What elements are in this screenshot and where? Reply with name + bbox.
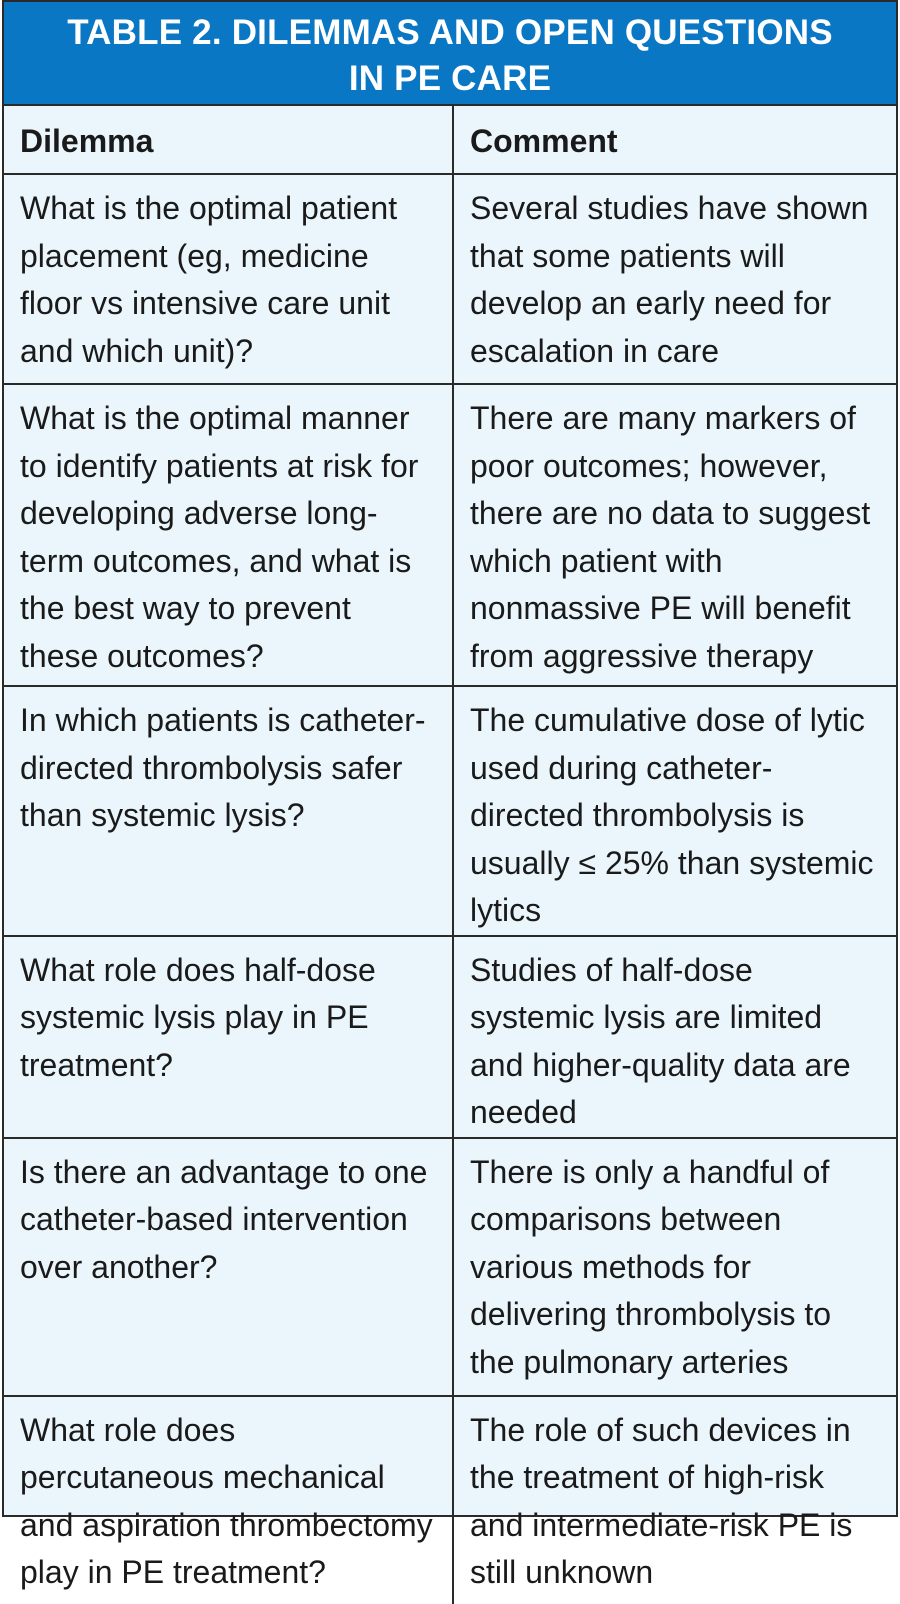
comment-cell: The role of such devices in the treatment of high-risk and intermediate-risk PE is still unknown <box>453 1396 896 1604</box>
comment-cell: Several studies have shown that some patients will develop an early need for escalation in care <box>453 174 896 384</box>
header-dilemma: Dilemma <box>4 106 453 174</box>
comment-cell: The cumulative dose of lytic used during catheter-directed thrombolysis is usually ≤ 25% than systemic lytics <box>453 686 896 936</box>
dilemma-cell: What is the optimal manner to identify patients at risk for developing adverse long-term outcomes, and what is the best way to prevent these outcomes? <box>4 384 453 686</box>
table-row <box>4 174 896 384</box>
dilemma-cell: What is the optimal patient placement (eg, medicine floor vs intensive care unit and which unit)? <box>4 174 453 384</box>
table-row <box>4 1138 896 1396</box>
table-title-line-2: IN PE CARE <box>348 59 552 98</box>
dilemma-cell: What role does percutaneous mechanical and aspiration thrombectomy play in PE treatment? <box>4 1396 453 1604</box>
dilemma-cell: In which patients is catheter-directed thrombolysis safer than systemic lysis? <box>4 686 453 936</box>
comment-cell: Studies of half-dose systemic lysis are limited and higher-quality data are needed <box>453 936 896 1138</box>
table-row <box>4 1396 896 1604</box>
table-title-bar <box>4 2 896 106</box>
comment-cell: There is only a handful of comparisons between various methods for delivering thrombolysis to the pulmonary arteries <box>453 1138 896 1396</box>
dilemma-comment-table <box>4 106 896 1604</box>
dilemma-cell: What role does half-dose systemic lysis play in PE treatment? <box>4 936 453 1138</box>
header-comment: Comment <box>453 106 896 174</box>
table-header-row <box>4 106 896 174</box>
dilemma-cell: Is there an advantage to one catheter-based intervention over another? <box>4 1138 453 1396</box>
table-title-line-1: TABLE 2. DILEMMAS AND OPEN QUESTIONS <box>67 13 833 52</box>
table-row <box>4 936 896 1138</box>
pe-dilemmas-table <box>2 0 898 1590</box>
table-row <box>4 686 896 936</box>
table-row <box>4 384 896 686</box>
comment-cell: There are many markers of poor outcomes; however, there are no data to suggest which patient with nonmassive PE will benefit from aggressive therapy <box>453 384 896 686</box>
